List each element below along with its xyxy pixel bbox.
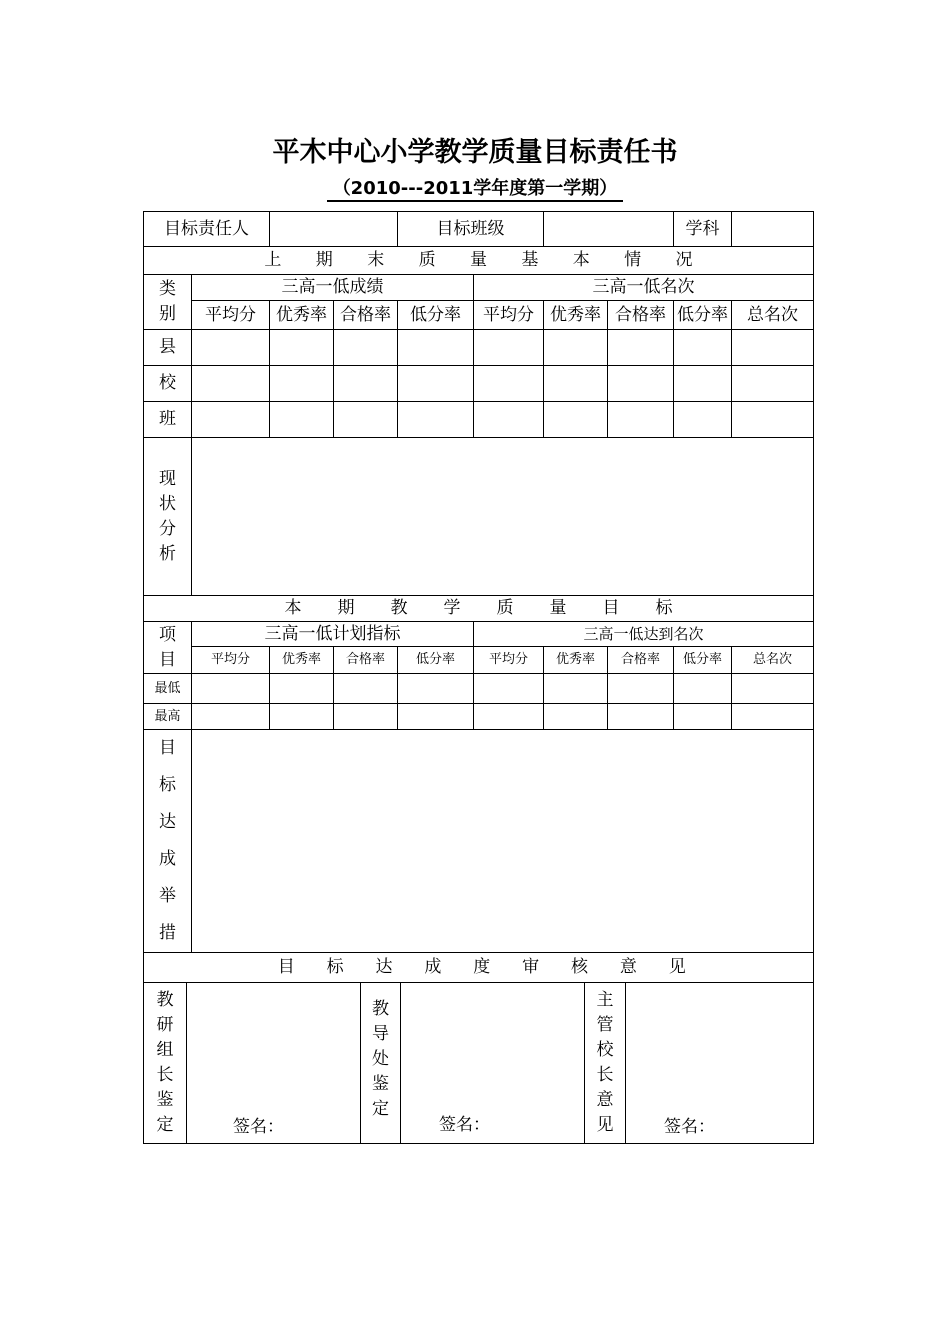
data-cell[interactable] (732, 366, 814, 402)
principal-field[interactable] (626, 983, 813, 1143)
data-cell[interactable] (732, 402, 814, 438)
column-header: 低分率 (398, 301, 474, 330)
column-header: 平均分 (474, 647, 544, 674)
data-cell[interactable] (608, 366, 674, 402)
row-label: 校 (144, 366, 192, 402)
data-cell[interactable] (334, 330, 398, 366)
data-cell[interactable] (674, 704, 732, 730)
column-header: 低分率 (398, 647, 474, 674)
review-section-title (144, 953, 814, 983)
column-header: 总名次 (732, 647, 814, 674)
row-label: 最高 (144, 704, 192, 730)
principal-label: 主管校长意见 (585, 983, 626, 1143)
section-char: 标 (326, 957, 344, 978)
data-cell[interactable] (608, 330, 674, 366)
data-cell[interactable] (270, 330, 334, 366)
this-term-section-title (144, 596, 814, 622)
data-cell[interactable] (398, 366, 474, 402)
section-char: 情 (624, 250, 642, 271)
subtitle-text: （2010---2011学年度第一学期） (327, 178, 624, 202)
data-cell[interactable] (474, 366, 544, 402)
section-char: 本 (284, 598, 302, 619)
data-cell[interactable] (334, 674, 398, 704)
data-cell[interactable] (334, 402, 398, 438)
row-label: 县 (144, 330, 192, 366)
section-char: 本 (572, 250, 590, 271)
data-cell[interactable] (192, 674, 270, 704)
section-char: 教 (390, 598, 408, 619)
this-term-group1-title: 三高一低计划指标 (192, 622, 474, 647)
data-cell[interactable] (398, 674, 474, 704)
section-char: 上 (264, 250, 282, 271)
target-class-label: 目标班级 (398, 212, 544, 247)
section-char: 标 (655, 598, 673, 619)
section-char: 基 (521, 250, 539, 271)
review-row (144, 983, 813, 1143)
analysis-label: 现状分析 (144, 438, 192, 596)
category-label: 类别 (144, 275, 192, 330)
section-char: 见 (668, 957, 686, 978)
data-cell[interactable] (544, 674, 608, 704)
data-cell[interactable] (544, 704, 608, 730)
section-char: 量 (469, 250, 487, 271)
column-header: 优秀率 (270, 301, 334, 330)
section-char: 学 (443, 598, 461, 619)
responsible-person-field[interactable] (270, 212, 398, 247)
data-cell[interactable] (192, 366, 270, 402)
last-term-section-title (144, 247, 814, 275)
data-cell[interactable] (732, 330, 814, 366)
data-cell[interactable] (192, 402, 270, 438)
column-header: 优秀率 (544, 301, 608, 330)
column-header: 合格率 (334, 301, 398, 330)
column-header: 低分率 (674, 301, 732, 330)
last-term-group1-title: 三高一低成绩 (192, 275, 474, 301)
signature-label: 签名： (439, 1114, 490, 1135)
data-cell[interactable] (544, 366, 608, 402)
data-cell[interactable] (608, 402, 674, 438)
data-cell[interactable] (732, 704, 814, 730)
measures-field[interactable] (192, 730, 814, 953)
data-cell[interactable] (674, 366, 732, 402)
data-cell[interactable] (270, 366, 334, 402)
data-cell[interactable] (608, 704, 674, 730)
data-cell[interactable] (674, 402, 732, 438)
data-cell[interactable] (674, 330, 732, 366)
data-cell[interactable] (474, 674, 544, 704)
section-char: 况 (675, 250, 693, 271)
data-cell[interactable] (544, 330, 608, 366)
signature-label: 签名： (233, 1116, 284, 1137)
row-label: 最低 (144, 674, 192, 704)
column-header: 平均分 (474, 301, 544, 330)
data-cell[interactable] (334, 366, 398, 402)
signature-label: 签名： (664, 1116, 715, 1137)
column-header: 优秀率 (544, 647, 608, 674)
target-class-field[interactable] (544, 212, 674, 247)
subject-label: 学科 (674, 212, 732, 247)
document-title: 平木中心小学教学质量目标责任书 (272, 137, 678, 168)
last-term-group2-title: 三高一低名次 (474, 275, 814, 301)
table-row (144, 704, 814, 730)
column-header: 平均分 (192, 301, 270, 330)
item-label: 项目 (144, 622, 192, 674)
data-cell[interactable] (474, 402, 544, 438)
data-cell[interactable] (674, 674, 732, 704)
group-leader-field[interactable] (187, 983, 361, 1143)
data-cell[interactable] (398, 330, 474, 366)
section-char: 质 (418, 250, 436, 271)
section-char: 末 (367, 250, 385, 271)
responsibility-form (143, 211, 814, 1144)
table-row (144, 366, 814, 402)
section-char: 核 (571, 957, 589, 978)
this-term-group2-title: 三高一低达到名次 (474, 622, 814, 647)
column-header: 优秀率 (270, 647, 334, 674)
data-cell[interactable] (474, 704, 544, 730)
row-label: 班 (144, 402, 192, 438)
column-header: 合格率 (334, 647, 398, 674)
section-char: 目 (602, 598, 620, 619)
section-char: 目 (277, 957, 295, 978)
data-cell[interactable] (544, 402, 608, 438)
analysis-field[interactable] (192, 438, 814, 596)
section-char: 期 (337, 598, 355, 619)
data-cell[interactable] (398, 402, 474, 438)
table-row (144, 402, 814, 438)
data-cell[interactable] (270, 402, 334, 438)
data-cell[interactable] (192, 704, 270, 730)
data-cell[interactable] (270, 704, 334, 730)
column-header: 低分率 (674, 647, 732, 674)
section-char: 达 (375, 957, 393, 978)
table-row (144, 330, 814, 366)
section-char: 审 (522, 957, 540, 978)
section-char: 成 (424, 957, 442, 978)
data-cell[interactable] (192, 330, 270, 366)
section-char: 质 (496, 598, 514, 619)
document-subtitle (0, 174, 950, 200)
section-char: 意 (619, 957, 637, 978)
data-cell[interactable] (608, 674, 674, 704)
section-char: 度 (473, 957, 491, 978)
data-cell[interactable] (334, 704, 398, 730)
data-cell[interactable] (732, 674, 814, 704)
column-header: 总名次 (732, 301, 814, 330)
data-cell[interactable] (398, 704, 474, 730)
column-header: 平均分 (192, 647, 270, 674)
data-cell[interactable] (270, 674, 334, 704)
data-cell[interactable] (474, 330, 544, 366)
responsible-person-label: 目标责任人 (144, 212, 270, 247)
section-char: 量 (549, 598, 567, 619)
section-char: 期 (315, 250, 333, 271)
column-header: 合格率 (608, 647, 674, 674)
table-row (144, 674, 814, 704)
subject-field[interactable] (732, 212, 814, 247)
office-label: 教导处鉴定 (361, 983, 401, 1143)
measures-label: 目标达成举措 (144, 730, 192, 953)
column-header: 合格率 (608, 301, 674, 330)
group-leader-label: 教研组长鉴定 (144, 983, 187, 1143)
office-field[interactable] (401, 983, 585, 1143)
